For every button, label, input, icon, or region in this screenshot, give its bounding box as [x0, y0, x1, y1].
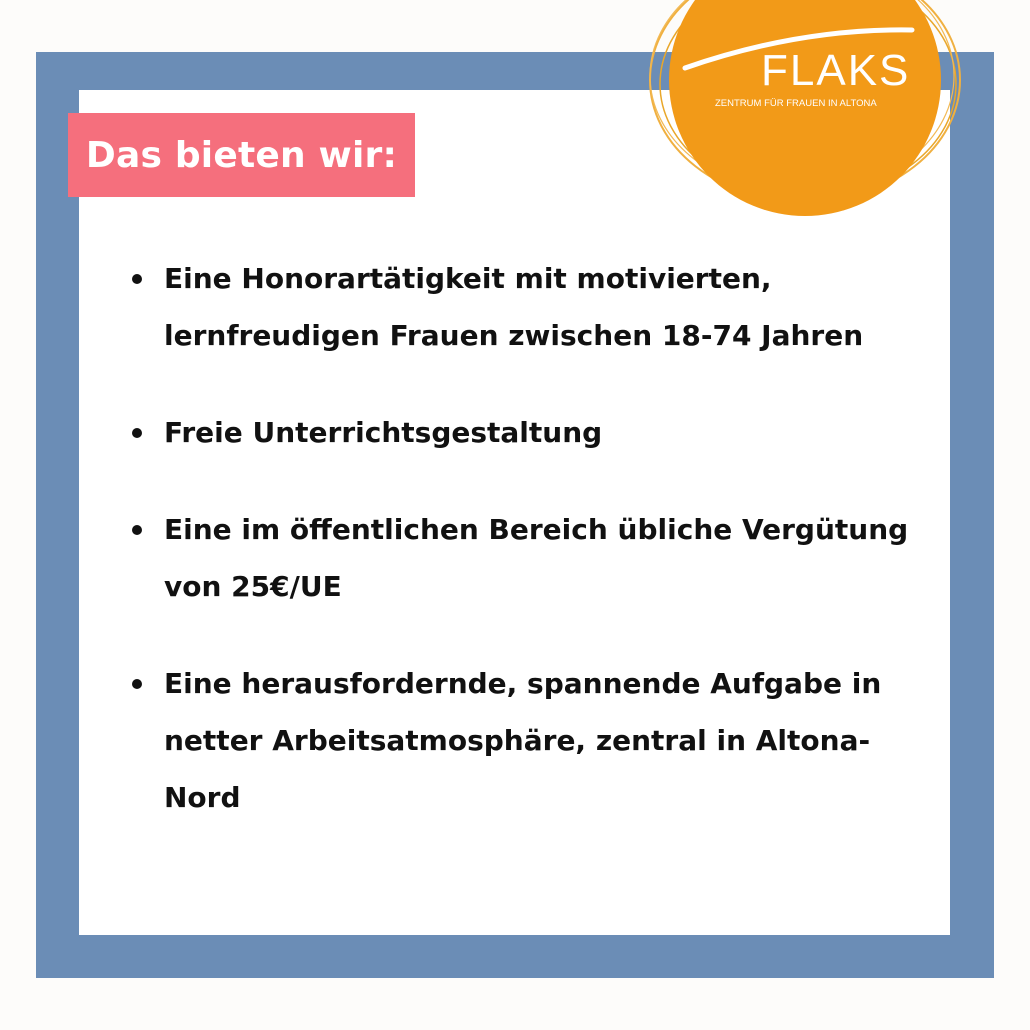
bullet-icon	[132, 679, 142, 689]
list-item-text: Eine Honorartätigkeit mit motivierten, lernfreudigen Frauen zwischen 18-74 Jahren	[164, 262, 864, 352]
heading-badge	[68, 113, 415, 197]
logo-circle-icon	[640, 0, 970, 220]
page-title: Das bieten wir:	[85, 134, 398, 176]
bullet-icon	[132, 525, 142, 535]
bullet-icon	[132, 428, 142, 438]
bullet-icon	[132, 274, 142, 284]
list-item-text: Freie Unterrichtsgestaltung	[164, 416, 603, 449]
logo-tagline: ZENTRUM FÜR FRAUEN IN ALTONA	[715, 98, 877, 109]
benefits-list	[128, 250, 928, 866]
list-item-text: Eine herausfordernde, spannende Aufgabe in netter Arbeitsatmosphäre, zentral in Altona-Nord	[164, 667, 882, 814]
logo-wordmark: FLAKS	[761, 46, 911, 95]
list-item	[128, 501, 928, 615]
list-item	[128, 250, 928, 364]
list-item	[128, 404, 928, 461]
flaks-logo	[640, 0, 970, 220]
list-item-text: Eine im öffentlichen Bereich übliche Vergütung von 25€/UE	[164, 513, 909, 603]
list-item	[128, 655, 928, 826]
